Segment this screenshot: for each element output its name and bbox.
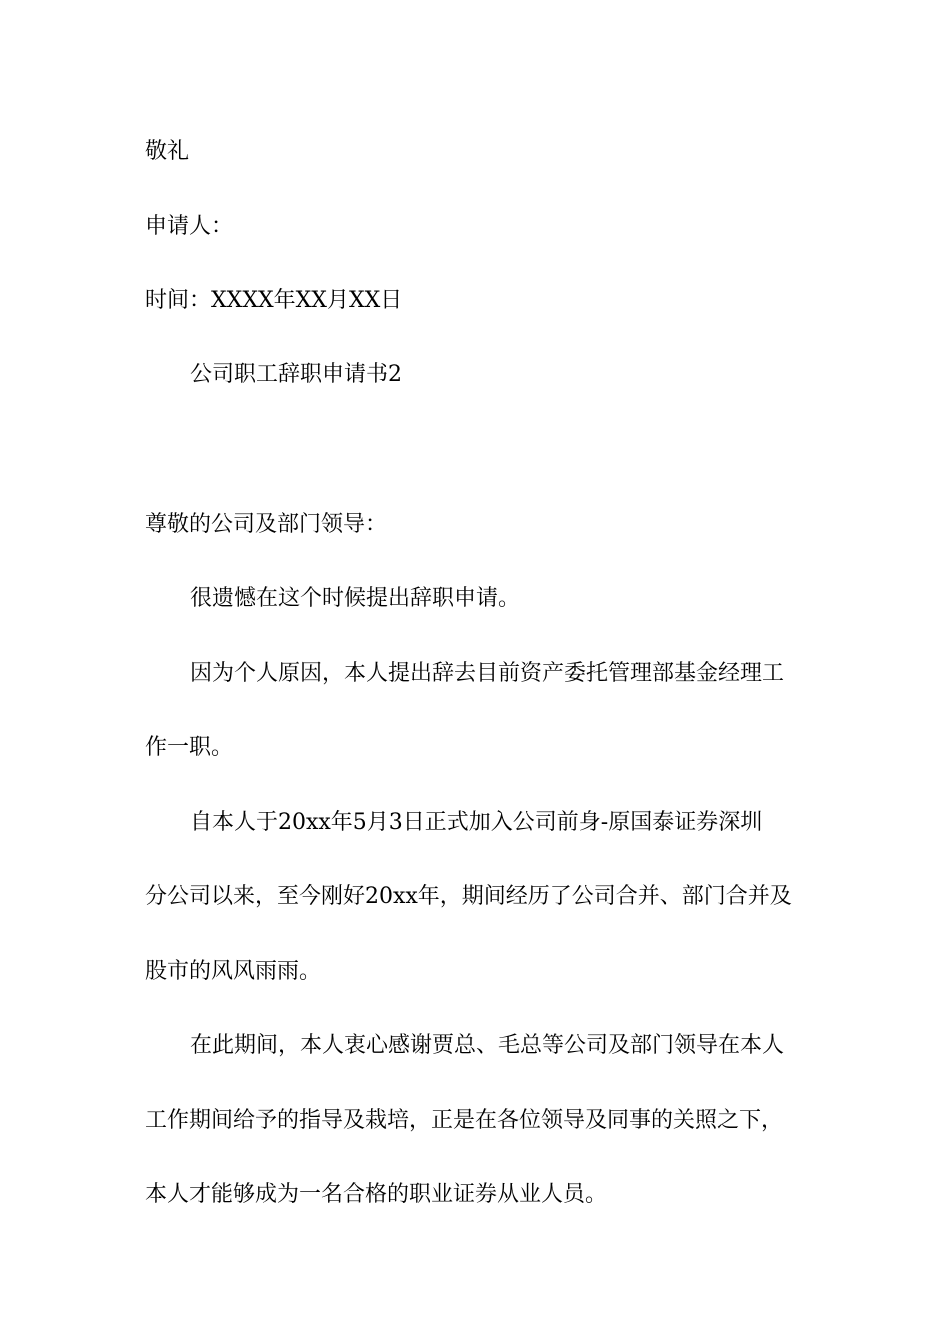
body-line: 在此期间，本人衷心感谢贾总、毛总等公司及部门领导在本人: [190, 1033, 785, 1058]
body-line: 很遗憾在这个时候提出辞职申请。: [190, 586, 521, 611]
date-line: 时间：XXXX年XX月XX日: [145, 288, 403, 313]
body-line: 股市的风风雨雨。: [145, 959, 322, 984]
body-line: 因为个人原因，本人提出辞去目前资产委托管理部基金经理工: [190, 661, 785, 686]
salutation: 尊敬的公司及部门领导：: [145, 512, 388, 537]
closing-text: 敬礼: [145, 139, 190, 164]
applicant-label: 申请人：: [145, 214, 234, 239]
body-line: 工作期间给予的指导及栽培，正是在各位领导及同事的关照之下，: [145, 1108, 784, 1133]
body-line: 本人才能够成为一名合格的职业证券从业人员。: [145, 1182, 608, 1207]
body-line: 自本人于20xx年5月3日正式加入公司前身-原国泰证券深圳: [190, 810, 763, 835]
body-line: 分公司以来，至今刚好20xx年，期间经历了公司合并、部门合并及: [145, 884, 792, 909]
section-title: 公司职工辞职申请书2: [190, 362, 402, 387]
body-line: 作一职。: [145, 735, 234, 760]
